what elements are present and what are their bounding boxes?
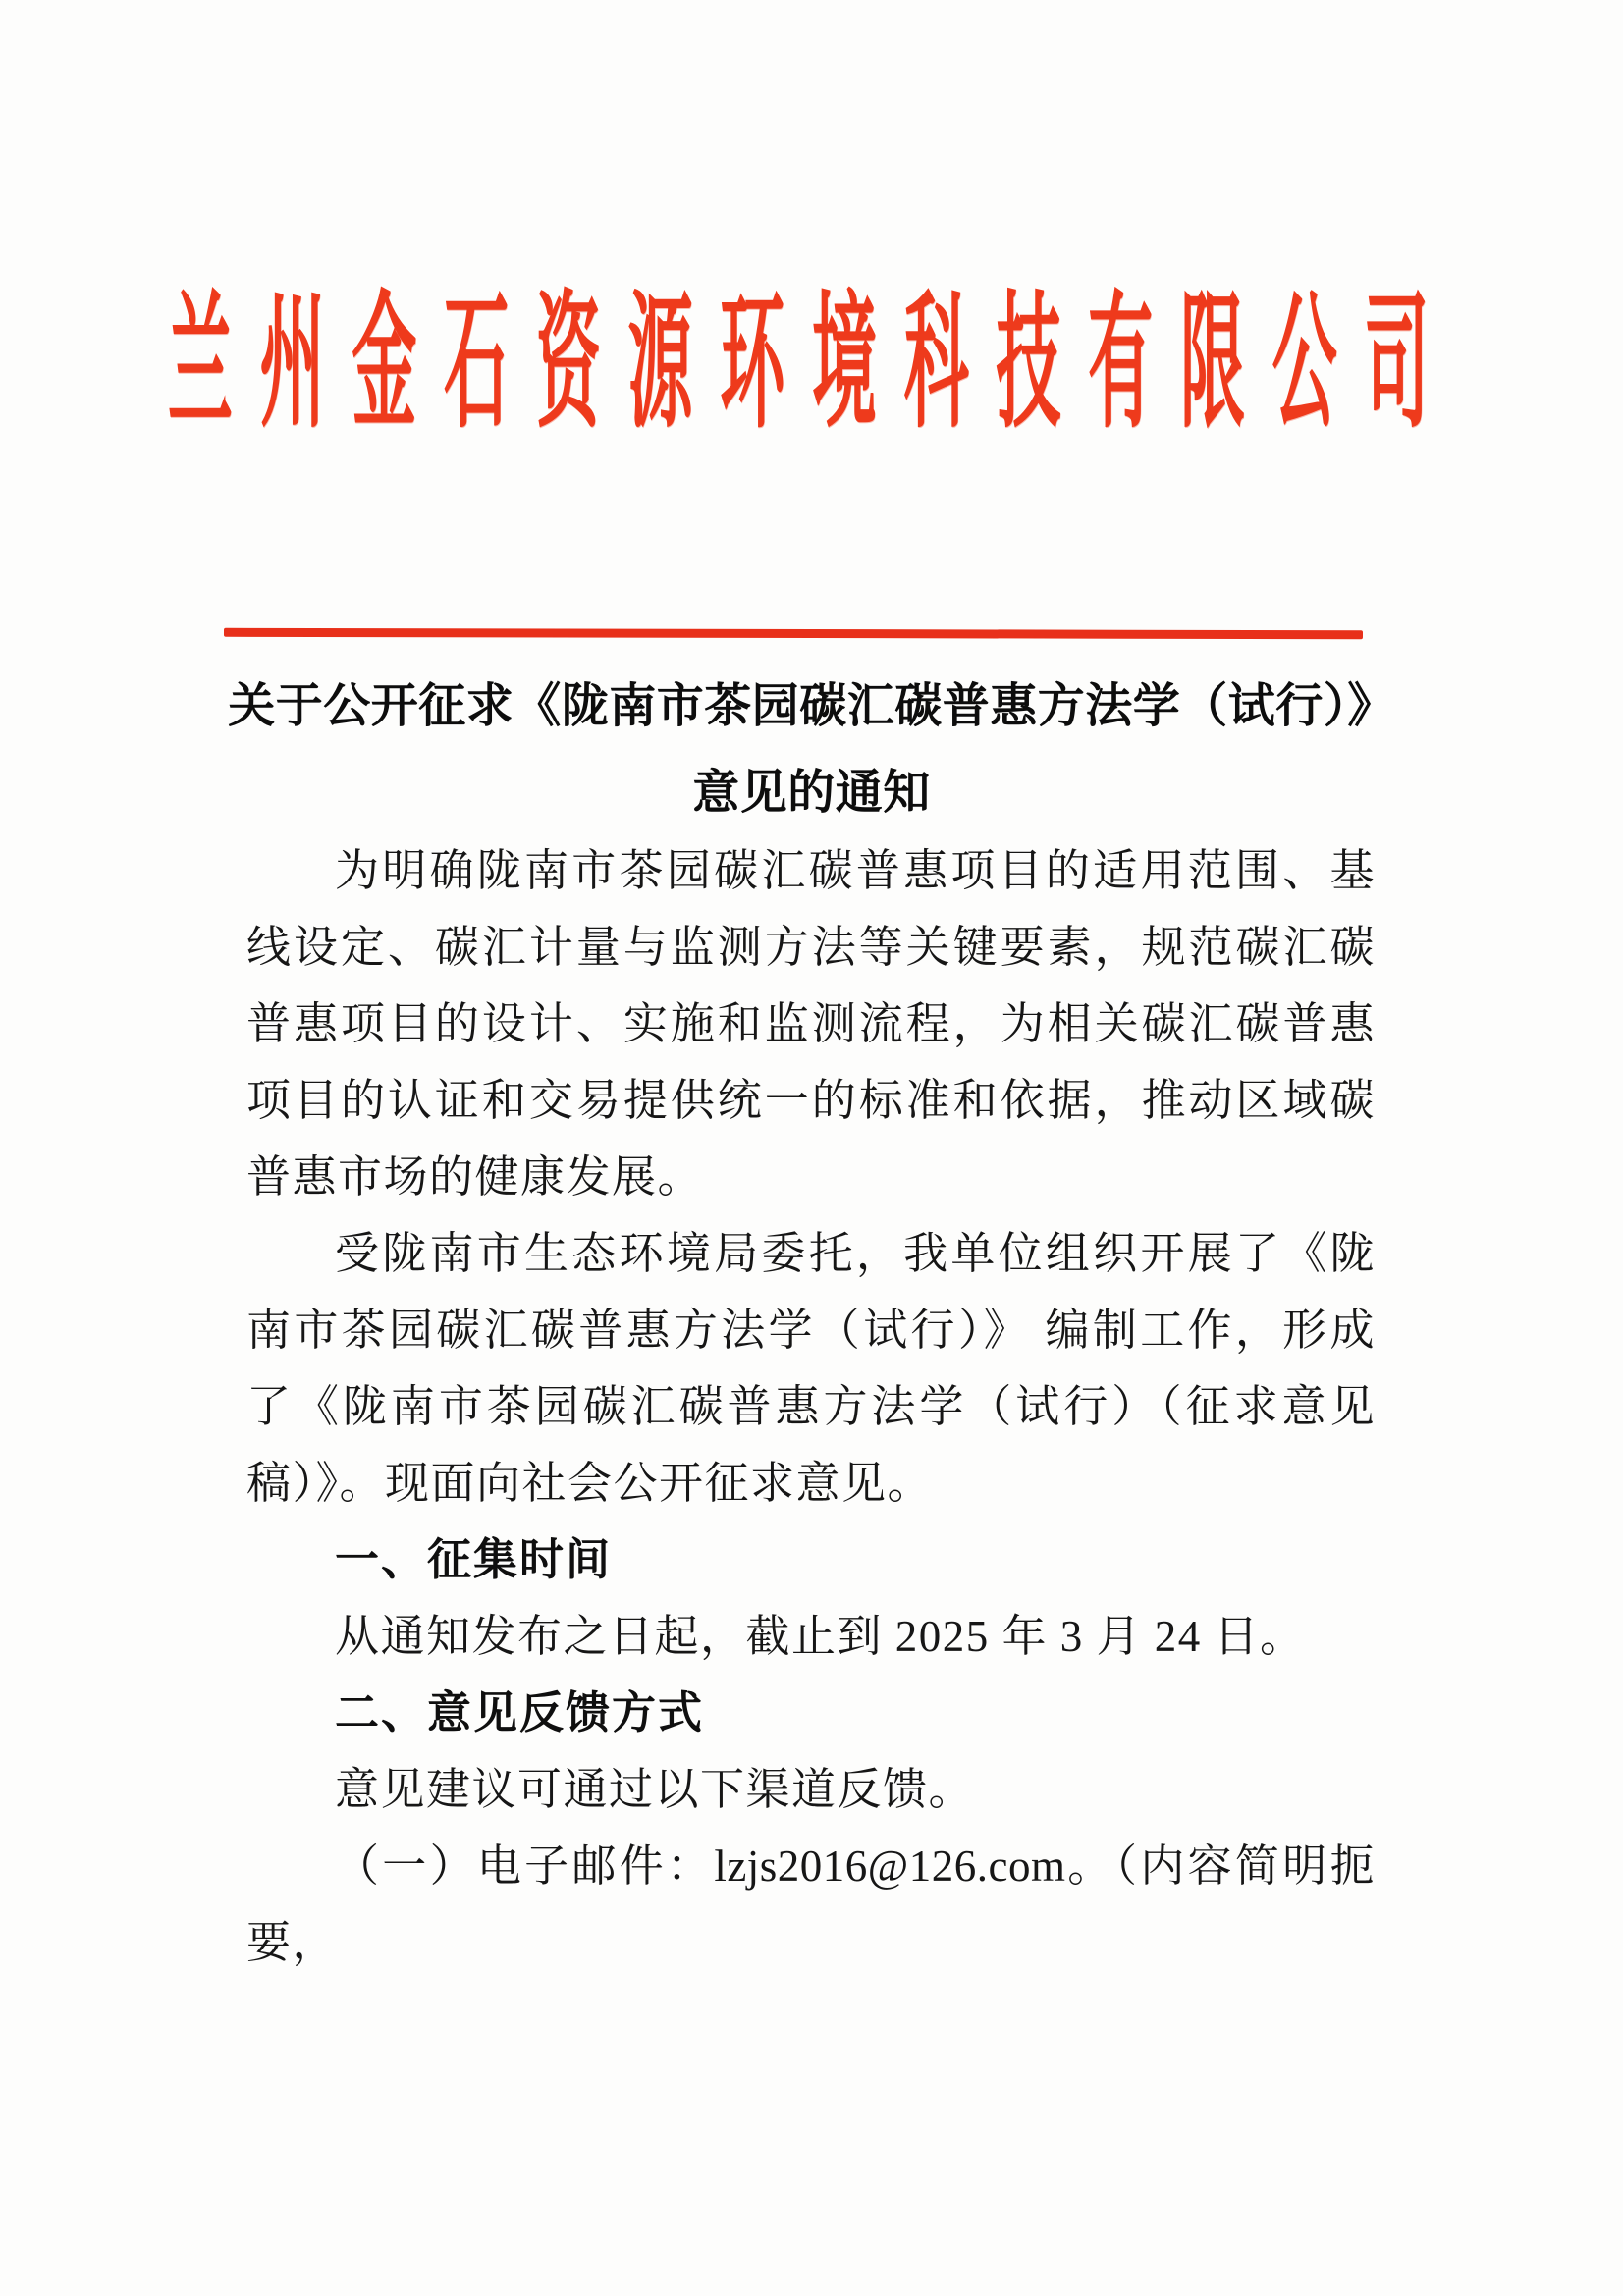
letterhead-divider (224, 628, 1363, 639)
intro-paragraph-2: 受陇南市生态环境局委托，我单位组织开展了《陇南市茶园碳汇碳普惠方法学（试行）》 编制工作，形成了《陇南市茶园碳汇碳普惠方法学（试行）（征求意见稿）》。现面向社会公开征求意见。 (246, 1229, 1376, 1508)
email-channel-suffix: 。（内容简明扼要， (246, 1842, 1376, 1967)
notice-title-line-2: 意见的通知 (692, 767, 931, 819)
collection-time-text: 从通知发布之日起，截止到 2025 年 3 月 24 日。 (335, 1612, 1306, 1661)
email-address: lzjs2016@126.com (714, 1842, 1066, 1891)
section-heading-feedback-method: 二、意见反馈方式 (335, 1687, 705, 1737)
email-channel-prefix: （一）电子邮件： (335, 1842, 715, 1891)
notice-title (0, 664, 1623, 836)
feedback-method-text: 意见建议可通过以下渠道反馈。 (335, 1765, 975, 1814)
notice-body (246, 832, 1376, 1981)
email-channel-line (246, 1828, 1376, 1981)
intro-paragraph-1: 为明确陇南市茶园碳汇碳普惠项目的适用范围、基线设定、碳汇计量与监测方法等关键要素，规范碳汇碳普惠项目的设计、实施和监测流程，为相关碳汇碳普惠项目的认证和交易提供统一的标准和依据，推动区域碳普惠市场的健康发展。 (246, 846, 1376, 1201)
section-heading-collection-time: 一、征集时间 (335, 1534, 613, 1584)
notice-title-line-1: 关于公开征求《陇南市茶园碳汇碳普惠方法学（试行）》 (228, 680, 1395, 732)
company-letterhead: 兰州金石资源环境科技有限公司 (167, 283, 1456, 446)
